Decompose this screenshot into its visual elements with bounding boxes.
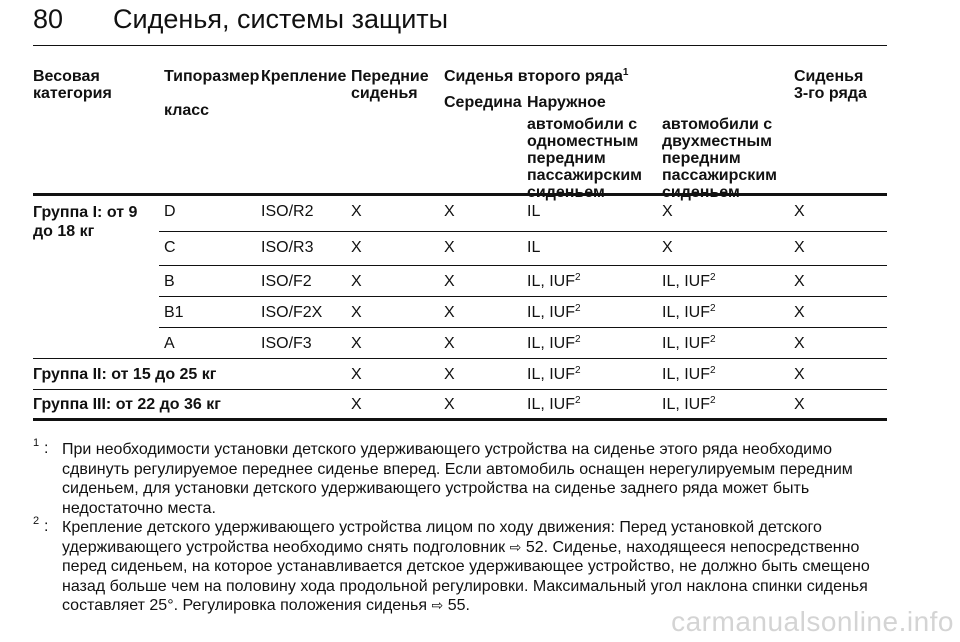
row-a-outer-double: IL, IUF$^2$ — [662, 334, 716, 352]
row-b-outer-single: IL, IUF$^2$ — [527, 272, 581, 290]
row-b1-outer-double: IL, IUF$^2$ — [662, 303, 716, 321]
group-2-label: Группа II: от 15 до 25 кг — [33, 366, 217, 383]
header-size-class: Типоразмер класс — [164, 68, 260, 119]
row-c-outer-double: X — [662, 239, 673, 256]
footnote-1-number: 1 — [33, 437, 40, 449]
header-outer: Наружное — [527, 94, 606, 111]
table-header-rule — [33, 193, 887, 196]
footnote-ref-1: 1 — [622, 67, 629, 78]
row-a-outer-single: IL, IUF$^2$ — [527, 334, 581, 352]
row-d-front: X — [351, 203, 362, 220]
group-2-outer-single: IL, IUF$^2$ — [527, 365, 581, 383]
row-c-middle: X — [444, 239, 455, 256]
row-a-fixture: ISO/F3 — [261, 335, 312, 352]
footnote-1-colon: : — [44, 440, 49, 457]
row-d-size: D — [164, 203, 176, 220]
header-third-row: Сиденья 3-го ряда — [794, 68, 867, 102]
row-a-size: A — [164, 335, 175, 352]
row-b1-outer-single: IL, IUF$^2$ — [527, 303, 581, 321]
row-d-third: X — [794, 203, 805, 220]
group-2-outer-double: IL, IUF$^2$ — [662, 365, 716, 383]
header-front-seats: Передние сиденья — [351, 68, 429, 102]
page-number: 80 — [33, 4, 64, 34]
group-2-middle: X — [444, 366, 455, 383]
row-b1-size: B1 — [164, 304, 184, 321]
page-ref-52[interactable]: 52 — [525, 538, 544, 556]
footnote-2-number: 2 — [33, 515, 40, 527]
page-title: Сиденья, системы защиты — [113, 4, 449, 34]
group-divider — [33, 358, 887, 359]
group-2-front: X — [351, 366, 362, 383]
row-b1-fixture: ISO/F2X — [261, 304, 323, 321]
row-divider — [159, 296, 887, 297]
row-a-third: X — [794, 335, 805, 352]
row-b-middle: X — [444, 273, 455, 290]
table-bottom-rule — [33, 418, 887, 421]
header-rule — [33, 45, 887, 46]
group-3-middle: X — [444, 396, 455, 413]
footnote-1-text: При необходимости установки детского удерживающего устройства на сиденье этого ряда необходимо сдвинуть регулируемое переднее сиденье вперед. Если автомобиль оснащен нерегулируемым передним сиденьем, для установки детского удерживающего устройства на сиденье заднего ряда может быть недостаточно места. — [62, 441, 853, 517]
group-divider — [33, 389, 887, 390]
row-divider — [159, 231, 887, 232]
row-d-fixture: ISO/R2 — [261, 203, 314, 220]
page-ref-arrow-icon: ⇨ — [431, 597, 444, 614]
row-d-middle: X — [444, 203, 455, 220]
group-3-outer-double: IL, IUF$^2$ — [662, 395, 716, 413]
group-3-third: X — [794, 396, 805, 413]
header-middle: Середина — [444, 94, 522, 111]
row-divider — [159, 265, 887, 266]
group-1-label: Группа I: от 9 до 18 кг — [33, 204, 138, 240]
row-c-fixture: ISO/R3 — [261, 239, 314, 256]
row-d-outer-single: IL — [527, 203, 541, 220]
header-single-passenger: автомобили с одноместным передним пассажирским — [527, 116, 642, 184]
page-ref-arrow-icon: ⇨ — [509, 538, 522, 555]
footnote-2-text: Крепление детского удерживающего устройства лицом по ходу движения: Перед установкой детского удерживающего устройства необходимо снять подголовник ⇨ 52. Сиденье, находящееся непосредственно перед сиденьем, на которое устанавливается детское удерживающее устройство, не должно быть смещено назад больше чем на половину хода продольной регулировки. Максимальный угол наклона спинки сиденья составляет 25°. Регулировка положения сиденья ⇨ 55. — [62, 519, 870, 615]
page-ref-55[interactable]: 55 — [447, 597, 466, 615]
watermark: carmanualsonline.info — [671, 606, 954, 637]
header-double-passenger: автомобили с двухместным передним пассажирским — [662, 116, 777, 184]
header-fixture: Крепление — [261, 68, 347, 85]
row-b1-third: X — [794, 304, 805, 321]
row-a-middle: X — [444, 335, 455, 352]
group-3-front: X — [351, 396, 362, 413]
row-d-outer-double: X — [662, 203, 673, 220]
row-c-front: X — [351, 239, 362, 256]
row-b1-front: X — [351, 304, 362, 321]
header-second-row: Сиденья второго ряда$^1$ — [444, 67, 629, 85]
row-b-third: X — [794, 273, 805, 290]
row-a-front: X — [351, 335, 362, 352]
footnote-2-colon: : — [44, 518, 49, 535]
row-b-front: X — [351, 273, 362, 290]
row-c-third: X — [794, 239, 805, 256]
row-divider — [159, 327, 887, 328]
row-c-outer-single: IL — [527, 239, 541, 256]
row-b1-middle: X — [444, 304, 455, 321]
row-b-fixture: ISO/F2 — [261, 273, 312, 290]
group-3-outer-single: IL, IUF$^2$ — [527, 395, 581, 413]
row-b-size: B — [164, 273, 175, 290]
group-3-label: Группа III: от 22 до 36 кг — [33, 396, 221, 413]
row-c-size: C — [164, 239, 176, 256]
header-weight-category: Весовая категория — [33, 68, 112, 102]
row-b-outer-double: IL, IUF$^2$ — [662, 272, 716, 290]
group-2-third: X — [794, 366, 805, 383]
